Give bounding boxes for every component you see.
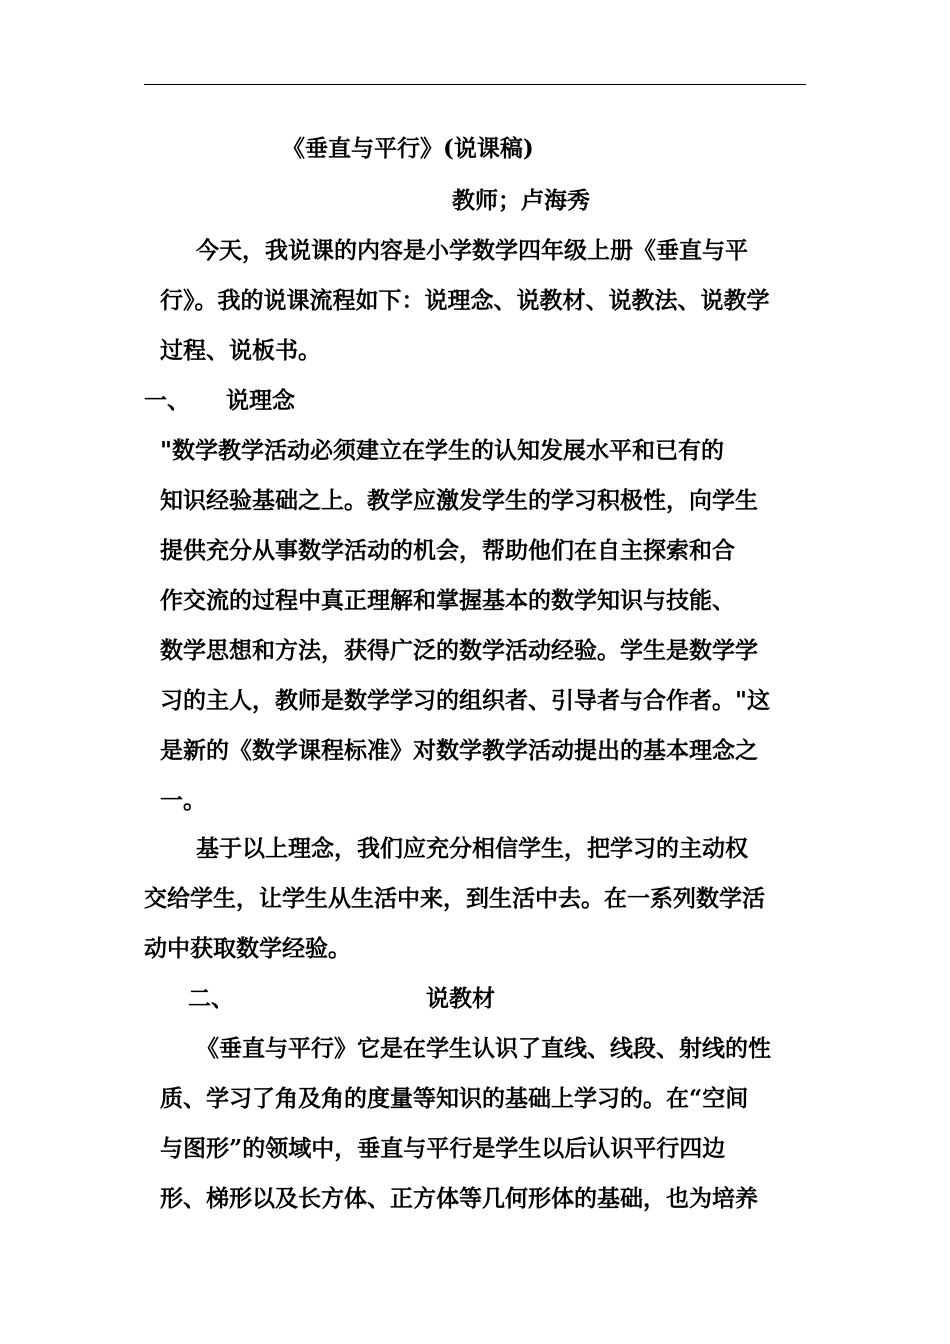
section-2-heading: 说教材 (426, 985, 495, 1012)
paragraph-line: 一。 (160, 787, 206, 814)
intro-line-1: 今天，我说课的内容是小学数学四年级上册《垂直与平 (196, 237, 748, 264)
header-rule (144, 84, 806, 85)
section-1-number: 一、 (144, 387, 190, 414)
paragraph-line: 与图形”的领域中，垂直与平行是学生以后认识平行四边 (160, 1135, 726, 1162)
paragraph-line: 交给学生，让学生从生活中来，到生活中去。在一系列数学活 (144, 885, 765, 912)
paragraph-line: 数学思想和方法，获得广泛的数学活动经验。学生是数学学 (160, 637, 758, 664)
paragraph-line: 是新的《数学课程标准》对数学教学活动提出的基本理念之 (160, 737, 758, 764)
document-title: 《垂直与平行》(说课稿) (282, 135, 534, 162)
paragraph-line: 提供充分从事数学活动的机会，帮助他们在自主探索和合 (160, 537, 735, 564)
paragraph-line: 作交流的过程中真正理解和掌握基本的数学知识与技能、 (160, 587, 735, 614)
paragraph-line: 知识经验基础之上。教学应激发学生的学习积极性，向学生 (160, 487, 758, 514)
paragraph-line: 基于以上理念，我们应充分相信学生，把学习的主动权 (196, 835, 748, 862)
section-2-number: 二、 (188, 985, 234, 1012)
paragraph-line: 形、梯形以及长方体、正方体等几何形体的基础，也为培养 (160, 1185, 758, 1212)
paragraph-line: "数学教学活动必须建立在学生的认知发展水平和已有的 (160, 437, 724, 464)
paragraph-line: 动中获取数学经验。 (144, 935, 351, 962)
document-author: 教师；卢海秀 (452, 187, 590, 214)
intro-line-2: 行》。我的说课流程如下：说理念、说教材、说教法、说教学 (160, 287, 770, 314)
intro-line-3: 过程、说板书。 (160, 337, 321, 364)
paragraph-line: 《垂直与平行》它是在学生认识了直线、线段、射线的性 (196, 1035, 771, 1062)
paragraph-line: 质、学习了角及角的度量等知识的基础上学习的。在“空间 (160, 1085, 749, 1112)
section-1-heading: 说理念 (226, 387, 295, 414)
paragraph-line: 习的主人，教师是数学学习的组织者、引导者与合作者。"这 (160, 687, 770, 714)
